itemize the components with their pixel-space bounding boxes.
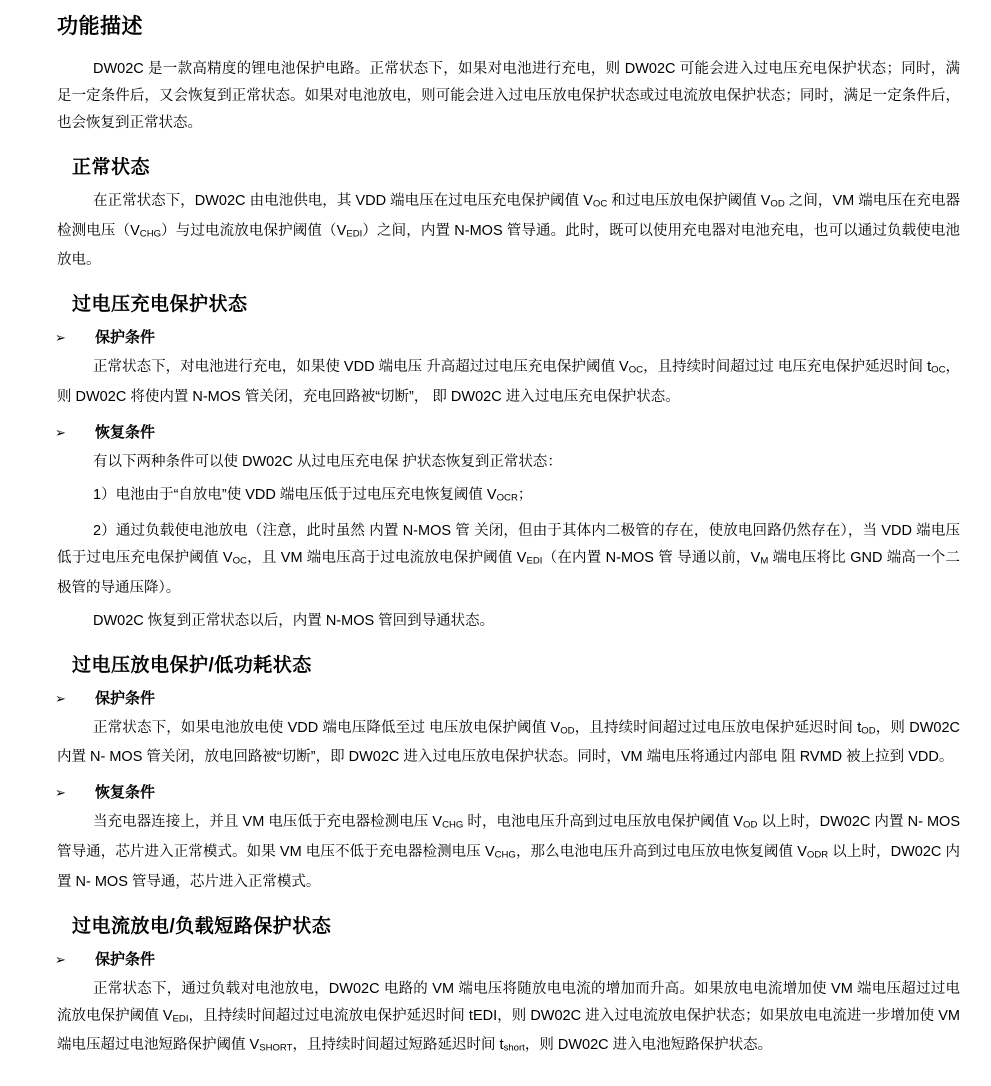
paragraph: 有以下两种条件可以使 DW02C 从过电压充电保 护状态恢复到正常状态： xyxy=(93,454,562,471)
doc-section xyxy=(0,289,991,634)
paragraph: 正常状态下，对电池进行充电，如果使 VDD 端电压 升高超过过电压充电保护阈值 VOC，且持续时间超过过 电压充电保护延迟时间 tOC，则 DW02C 将使内置 N-MOS 管关闭，充电回路被“切断”， 即 DW02C 进入过电压充电保护状态。 xyxy=(57,359,961,406)
doc-section xyxy=(0,650,991,896)
subscript-text: OD xyxy=(861,725,876,737)
subscript-text: OD xyxy=(770,198,785,210)
subscript-text: EDI xyxy=(172,1013,189,1025)
subsection-heading-label: 恢复条件 xyxy=(95,424,156,442)
arrow-bullet-icon: ➢ xyxy=(55,951,66,967)
doc-section xyxy=(0,911,991,1062)
subscript-text: M xyxy=(760,555,769,567)
subscript-text: CHG xyxy=(442,820,464,832)
arrow-bullet-icon: ➢ xyxy=(55,785,66,801)
paragraph: 在正常状态下，DW02C 由电池供电，其 VDD 端电压在过电压充电保护阈值 VOC 和过电压放电保护阈值 VOD 之间，VM 端电压在充电器检测电压（VCHG）与过电流放电保护阈值（VEDI）之间，内置 N-MOS 管导通。此时，既可以使用充电器对电池充电，也可以通过负载使电池放电。 xyxy=(57,193,961,269)
subsection-heading xyxy=(0,687,960,708)
section-heading: 过电流放电/负载短路保护状态 xyxy=(72,915,332,937)
subscript-text: short xyxy=(503,1043,525,1055)
paragraph: DW02C 恢复到正常状态以后，内置 N-MOS 管回到导通状态。 xyxy=(93,612,495,629)
arrow-bullet-icon: ➢ xyxy=(55,425,66,441)
paragraph: 正常状态下，通过负载对电池放电，DW02C 电路的 VM 端电压将随放电电流的增加而升高。如果放电电流增加使 VM 端电压超过过电流放电保护阈值 VEDI，且持续时间超过过电流放电保护延迟时间 tEDI，则 DW02C 进入过电流放电保护状态；如果放电电流进一步增加使 VM 端电压超过电池短路保护阈值 VSHORT，且持续时间超过短路延迟时间 tshort，则 DW02C 进入电池短路保护状态。 xyxy=(57,980,960,1055)
arrow-bullet-icon: ➢ xyxy=(55,330,66,346)
subscript-text: OD xyxy=(560,725,575,737)
intro-paragraph: DW02C 是一款高精度的锂电池保护电路。正常状态下，如果对电池进行充电，则 DW02C 可能会进入过电压充电保护状态；同时，满足一定条件后，又会恢复到正常状态。如果对电池放电，则可能会进入过电压放电保护状态或过电流放电保护状态；同时，满足一定条件后，也会恢复到正常状态。 xyxy=(57,61,960,131)
doc-section xyxy=(0,152,991,274)
subscript-text: CHG xyxy=(139,228,162,240)
subsection-heading xyxy=(0,421,960,442)
subsection-heading xyxy=(0,948,960,969)
subscript-text: OCR xyxy=(496,492,518,504)
section-heading: 过电压充电保护状态 xyxy=(72,294,248,316)
subsection-heading-label: 保护条件 xyxy=(95,329,156,347)
paragraph: 正常状态下，如果电池放电使 VDD 端电压降低至过 电压放电保护阈值 VOD，且持续时间超过过电压放电保护延迟时间 tOD，则 DW02C 内置 N- MOS 管关闭，放电回路被“切断”，即 DW02C 进入过电压放电保护状态。同时，VM 端电压将通过内部电 阻 RVMD 被上拉到 VDD。 xyxy=(57,719,960,766)
subscript-text: OC xyxy=(628,365,644,377)
subsection-heading-label: 保护条件 xyxy=(95,950,156,968)
page-title: 功能描述 xyxy=(57,15,143,38)
paragraph: 当充电器连接上，并且 VM 电压低于充电器检测电压 VCHG 时，电池电压升高到过电压放电保护阈值 VOD 以上时，DW02C 内置 N- MOS 管导通，芯片进入正常模式。如果 VM 电压不低于充电器检测电压 VCHG，那么电池电压升高到过电压放电恢复阈值 VODR 以上时，DW02C 内置 N- MOS 管导通，芯片进入正常模式。 xyxy=(57,814,960,890)
subsection-heading-label: 保护条件 xyxy=(95,689,156,707)
section-heading: 过电压放电保护/低功耗状态 xyxy=(72,654,312,676)
subscript-text: ODR xyxy=(806,849,829,861)
subsection-heading xyxy=(0,326,960,347)
subscript-text: OC xyxy=(232,555,247,567)
arrow-bullet-icon: ➢ xyxy=(55,690,66,706)
subscript-text: SHORT xyxy=(259,1043,293,1055)
subscript-text: EDI xyxy=(526,555,543,567)
paragraph: 1）电池由于“自放电”使 VDD 端电压低于过电压充电恢复阈值 VOCR； xyxy=(93,487,533,504)
subscript-text: CHG xyxy=(494,849,516,861)
subsection-heading xyxy=(0,781,960,802)
paragraph: 2）通过负载使电池放电（注意，此时虽然 内置 N-MOS 管 关闭，但由于其体内二极管的存在，使放电回路仍然存在），当 VDD 端电压低于过电压充电保护阈值 VOC，且 VM 端电压高于过电流放电保护阈值 VEDI（在内置 N-MOS 管 导通以前，VM 端电压将比 GND 端高一个二极管的导通压降）。 xyxy=(57,522,960,596)
subscript-text: OC xyxy=(931,365,946,377)
subscript-text: OC xyxy=(592,198,608,210)
section-heading: 正常状态 xyxy=(72,157,151,178)
document-body xyxy=(0,152,991,1062)
subsection-heading-label: 恢复条件 xyxy=(95,784,156,802)
subscript-text: OD xyxy=(743,820,758,832)
subscript-text: EDI xyxy=(346,228,363,240)
